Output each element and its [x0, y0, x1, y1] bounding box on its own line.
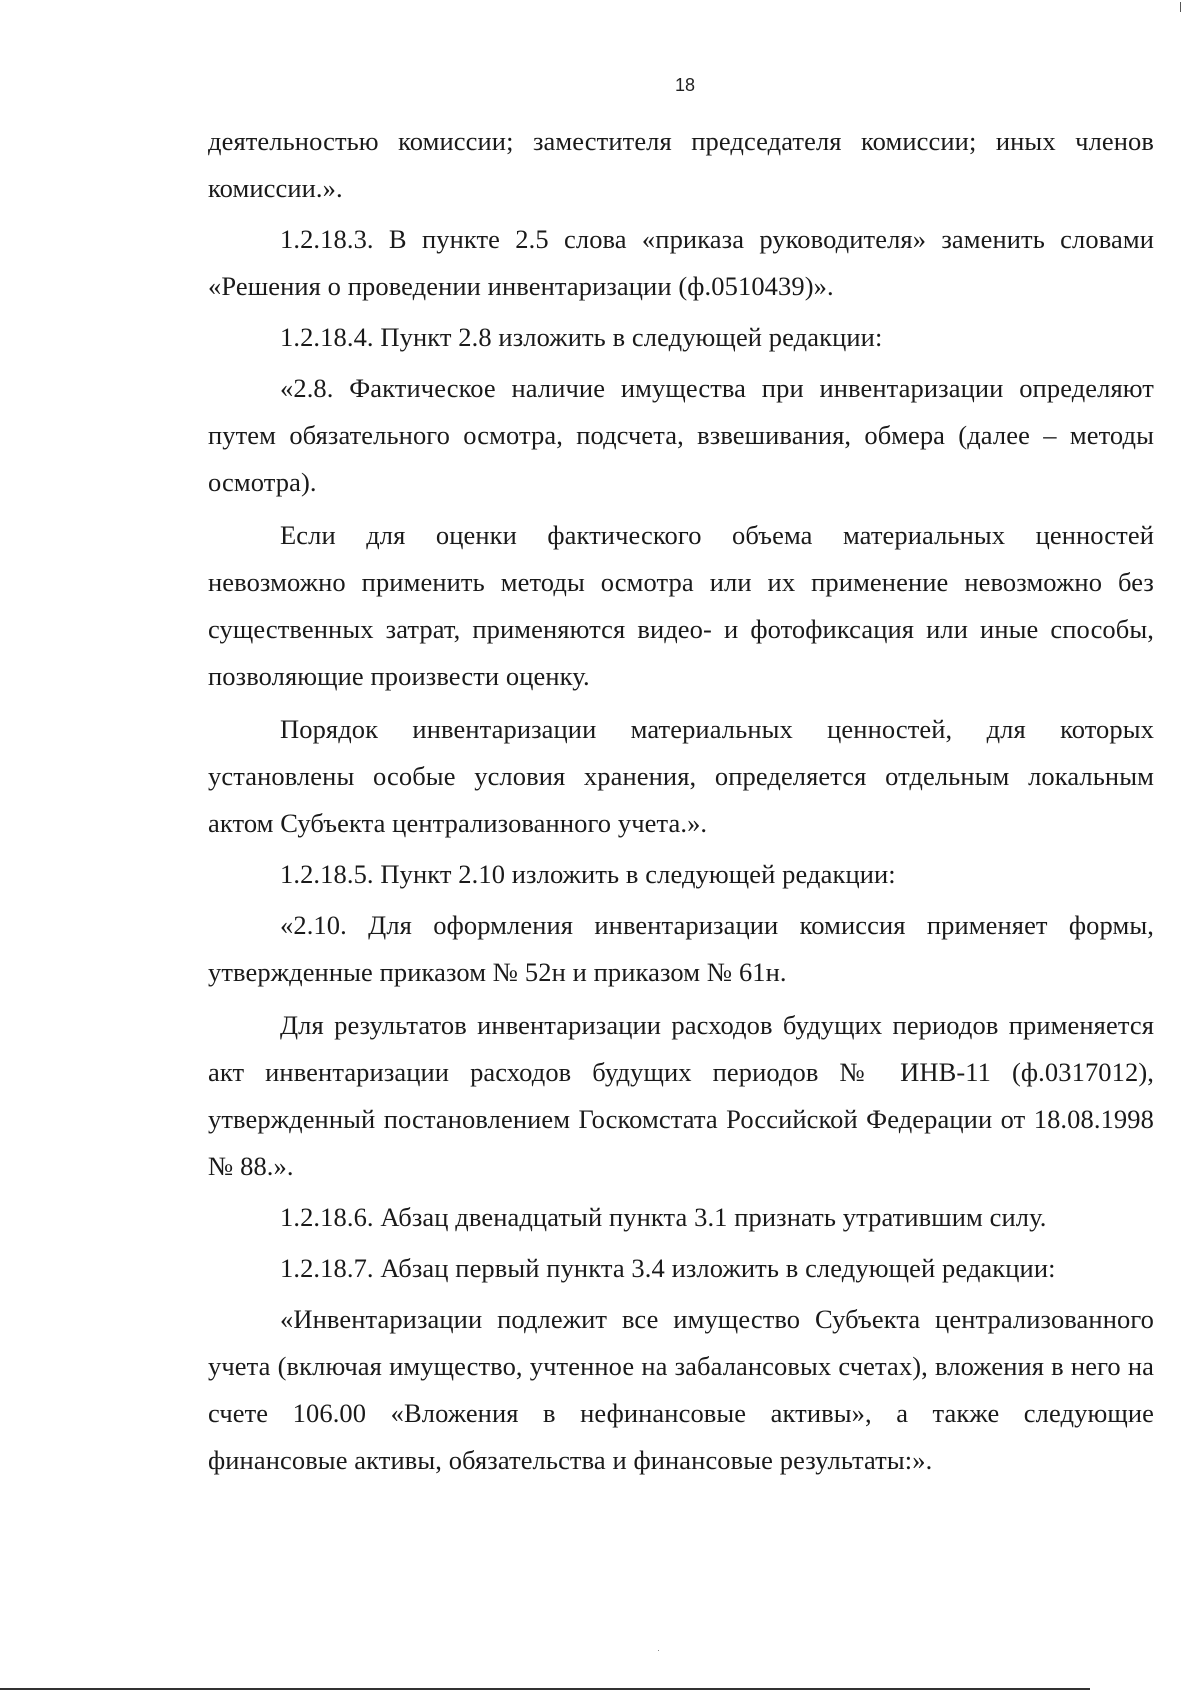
scan-edge-line: [0, 1688, 1090, 1690]
paragraph-continuation: деятельностью комиссии; заместителя председателя комиссии; иных членов комиссии.».: [208, 126, 1154, 203]
paragraph-quote-2-10: «2.10. Для оформления инвентаризации комиссия применяет формы, утвержденные приказом № 52н и приказом № 61н.: [208, 910, 1154, 987]
paragraph-item-1-2-18-6: 1.2.18.6. Абзац двенадцатый пункта 3.1 признать утратившим силу.: [280, 1202, 1047, 1232]
paragraph-assessment-methods: Если для оценки фактического объема материальных ценностей невозможно применить методы осмотра или их применение невозможно без существенных затрат, применяются видео- и фотофиксация или иные способы, позволяющие произвести оценку.: [208, 520, 1154, 691]
paragraph-quote-2-8: «2.8. Фактическое наличие имущества при инвентаризации определяют путем обязательного осмотра, подсчета, взвешивания, обмера (далее – методы осмотра).: [208, 373, 1154, 497]
scan-speck: [1180, 2, 1181, 12]
paragraph-quote-inventory-scope: «Инвентаризации подлежит все имущество Субъекта централизованного учета (включая имущество, учтенное на забалансовых счетах), вложения в него на счете 106.00 «Вложения в нефинансовые активы», а также следующие финансовые активы, обязательства и финансовые результаты:».: [208, 1304, 1154, 1475]
paragraph-item-1-2-18-7: 1.2.18.7. Абзац первый пункта 3.4 изложить в следующей редакции:: [280, 1253, 1056, 1283]
document-body: [208, 118, 1154, 1488]
paragraph-item-1-2-18-5: 1.2.18.5. Пункт 2.10 изложить в следующей редакции:: [280, 859, 896, 889]
paragraph-item-1-2-18-3: 1.2.18.3. В пункте 2.5 слова «приказа руководителя» заменить словами «Решения о проведении инвентаризации (ф.0510439)».: [208, 224, 1154, 301]
page-number: 18: [674, 75, 696, 95]
paragraph-special-storage: Порядок инвентаризации материальных ценностей, для которых установлены особые условия хранения, определяется отдельным локальным актом Субъекта централизованного учета.».: [208, 714, 1154, 838]
paragraph-deferred-expenses: Для результатов инвентаризации расходов будущих периодов применяется акт инвентаризации расходов будущих периодов № ИНВ-11 (ф.0317012), утвержденный постановлением Госкомстата Российской Федерации от 18.08.1998 № 88.».: [208, 1010, 1154, 1181]
scan-speck: [658, 1650, 659, 1651]
paragraph-item-1-2-18-4: 1.2.18.4. Пункт 2.8 изложить в следующей редакции:: [280, 322, 883, 352]
